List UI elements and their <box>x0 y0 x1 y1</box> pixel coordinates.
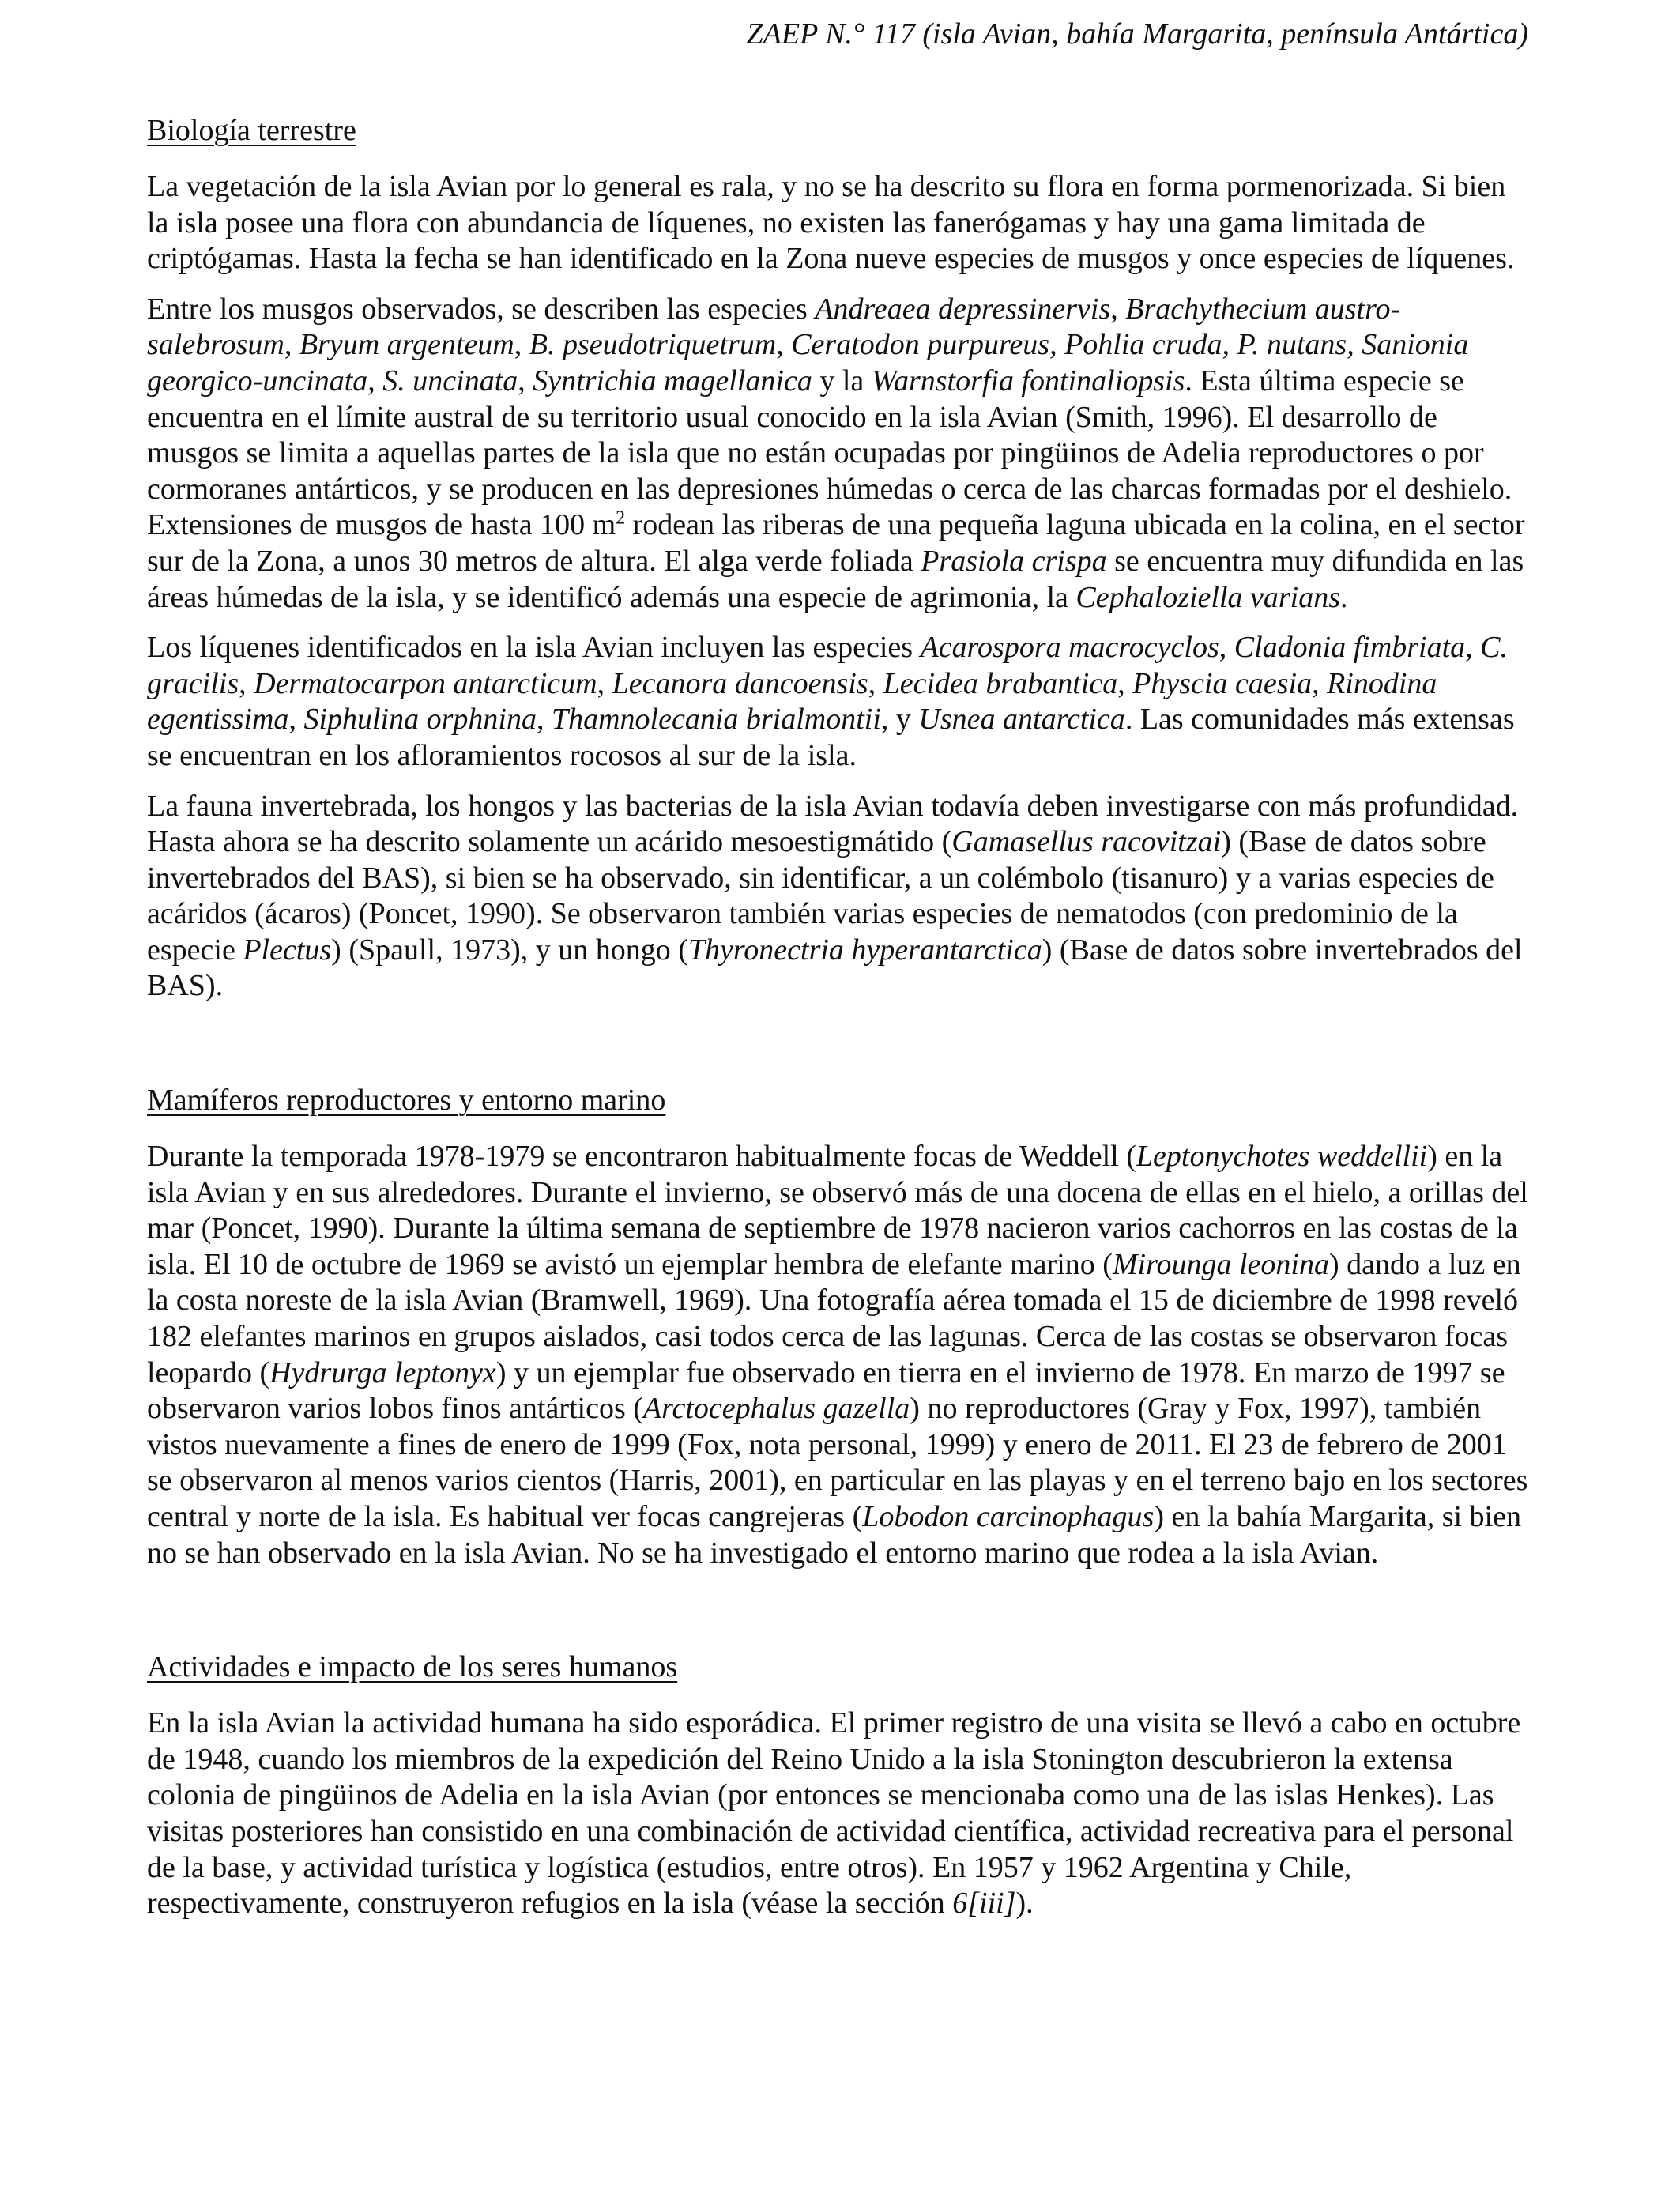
section <box>147 111 1535 1005</box>
text-run: . Esta última especie se encuentra en el límite austral de su territorio usual conocido en la isla Avian (Smith, 1996). El desarrollo de musgos se limita a aquellas partes de la isla que no están ocupadas por pingüinos de Adelia reproductores o por cormoranes antárticos, y se producen en las depresiones húmedas o cerca de las charcas formadas por el deshielo. Extensiones de musgos de hasta 100 m <box>147 364 1512 542</box>
text-run: , <box>536 703 552 737</box>
italic-text: Cephaloziella varians <box>1075 580 1341 614</box>
italic-text: Lecanora dancoensis <box>612 666 868 700</box>
section-spacer <box>147 1585 1535 1647</box>
text-run: Durante la temporada 1978-1979 se encontraron habitualmente focas de Weddell ( <box>147 1140 1136 1174</box>
paragraph <box>147 1139 1535 1571</box>
text-run: , <box>597 666 612 700</box>
text-run: , <box>514 328 529 362</box>
paragraph <box>147 292 1535 616</box>
italic-text: Siphulina orphnina <box>303 703 537 737</box>
paragraph <box>147 169 1535 277</box>
running-header: ZAEP N.° 117 (isla Avian, bahía Margarita, península Antártica) <box>746 17 1528 51</box>
italic-text: Mirounga leonina <box>1112 1247 1329 1281</box>
text-run: Entre los musgos observados, se describen las especies <box>147 292 816 326</box>
text-run: se encuentra muy difundida en las áreas húmedas de la isla, y se identificó además una especie de agrimonia, la <box>147 544 1524 614</box>
text-run: rodean las riberas de una pequeña laguna ubicada en la colina, en el sector sur de la Zona, a unos 30 metros de altura. El alga verde foliada <box>147 508 1525 578</box>
text-run: , <box>1117 666 1133 700</box>
text-run: . Las comunidades más extensas se encuentran en los afloramientos rocosos al sur de la isla. <box>147 703 1515 772</box>
italic-text: Cladonia fimbriata <box>1234 631 1466 665</box>
text-run: Los líquenes identificados en la isla Avian incluyen las especies <box>147 631 921 665</box>
italic-text: Leptonychotes weddellii <box>1136 1140 1428 1174</box>
section <box>147 1080 1535 1571</box>
text-run: , <box>288 703 304 737</box>
italic-text: Hydrurga leptonyx <box>269 1355 496 1389</box>
italic-text: Ceratodon purpureus, Pohlia cruda, P. nutans, Sanionia georgico-uncinata, S. uncinata <box>147 328 1469 398</box>
text-run: ) y un ejemplar fue observado en tierra en el invierno de 1978. En marzo de 1997 se observaron varios lobos finos antárticos ( <box>147 1355 1505 1426</box>
section-heading: Biología terrestre <box>147 114 356 147</box>
italic-text: Lobodon carcinophagus <box>862 1500 1155 1533</box>
section-spacer <box>147 1019 1535 1080</box>
text-run: ) (Base de datos sobre invertebrados del BAS), si bien se ha observado, sin identificar, a un colémbolo (tisanuro) y a varias especies de acáridos (ácaros) (Poncet, 1990). Se observaron también varias especies de nematodos (con predominio de la especie <box>147 825 1494 967</box>
text-run: ) (Spaull, 1973), y un hongo ( <box>331 933 688 967</box>
text-run: , <box>518 364 533 398</box>
italic-text: B. pseudotriquetrum <box>529 328 777 362</box>
italic-text: Plectus <box>243 933 332 967</box>
italic-text: Thamnolecania brialmontii <box>551 703 881 737</box>
italic-text: Andreaea depressinervis <box>815 292 1111 326</box>
italic-text: C. gracilis <box>147 631 1509 700</box>
text-run: ) en la bahía Margarita, si bien no se han observado en la isla Avian. No se ha investigado el entorno marino que rodea a la isla Avian. <box>147 1500 1521 1570</box>
italic-text: Gamasellus racovitzai <box>951 825 1222 859</box>
text-run: ) en la isla Avian y en sus alrededores. Durante el invierno, se observó más de una docena de ellas en el hielo, a orillas del mar (Poncet, 1990). Durante la última semana de septiembre de 1978 nacieron varios cachorros en las costas de la isla. El 10 de octubre de 1969 se avistó un ejemplar hembra de elefante marino ( <box>147 1140 1528 1281</box>
section <box>147 1647 1535 1922</box>
italic-text: Acarospora macrocyclos <box>920 631 1219 665</box>
text-run: La fauna invertebrada, los hongos y las bacterias de la isla Avian todavía deben investigarse con más profundidad. Hasta ahora se ha descrito solamente un acárido mesoestigmátido ( <box>147 789 1519 859</box>
document-body <box>147 111 1535 1936</box>
text-run: ) (Base de datos sobre invertebrados del BAS). <box>147 933 1523 1003</box>
italic-text: Prasiola crispa <box>921 544 1107 578</box>
text-run: ) dando a luz en la costa noreste de la isla Avian (Bramwell, 1969). Una fotografía aérea tomada el 15 de diciembre de 1998 reveló 182 elefantes marinos en grupos aislados, casi todos cerca de las lagunas. Cerca de las costas se observaron focas leopardo ( <box>147 1247 1521 1389</box>
text-run: La vegetación de la isla Avian por lo general es rala, y no se ha descrito su flora en forma pormenorizada. Si bien la isla posee una flora con abundancia de líquenes, no existen las fanerógamas y hay una gama limitada de criptógamas. Hasta la fecha se han identificado en la Zona nueve especies de musgos y once especies de líquenes. <box>147 170 1515 276</box>
paragraph <box>147 789 1535 1005</box>
paragraph <box>147 630 1535 774</box>
italic-text: Brachythecium austro-salebrosum <box>147 292 1401 362</box>
superscript-text: 2 <box>616 507 626 529</box>
section-heading: Mamíferos reproductores y entorno marino <box>147 1084 666 1118</box>
section-heading: Actividades e impacto de los seres humanos <box>147 1650 678 1684</box>
italic-text: Warnstorfia fontinaliopsis <box>871 364 1185 398</box>
text-run: , <box>868 666 883 700</box>
text-run: , <box>1110 292 1126 326</box>
text-run: ). <box>1015 1887 1034 1921</box>
italic-text: Rinodina egentissima <box>147 666 1437 737</box>
text-run: En la isla Avian la actividad humana ha sido esporádica. El primer registro de una visita se llevó a cabo en octubre de 1948, cuando los miembros de la expedición del Reino Unido a la isla Stonington descubrieron la extensa colonia de pingüinos de Adelia en la isla Avian (por entonces se mencionaba como una de las islas Henkes). Las visitas posteriores han consistido en una combinación de actividad científica, actividad recreativa para el personal de la base, y actividad turística y logística (estudios, entre otros). En 1957 y 1962 Argentina y Chile, respectivamente, construyeron refugios en la isla (véase la sección <box>147 1706 1521 1921</box>
text-run: , <box>284 328 299 362</box>
italic-text: Physcia caesia <box>1132 666 1313 700</box>
text-run: y la <box>812 364 872 398</box>
paragraph <box>147 1706 1535 1922</box>
text-run: . <box>1340 580 1348 614</box>
italic-text: 6[iii] <box>952 1887 1016 1921</box>
text-run: , <box>776 328 792 362</box>
text-run: , <box>1465 631 1481 665</box>
italic-text: Arctocephalus gazella <box>642 1392 910 1426</box>
italic-text: Usnea antarctica <box>918 703 1125 737</box>
italic-text: Dermatocarpon antarcticum <box>254 666 597 700</box>
italic-text: Thyronectria hyperantarctica <box>687 933 1042 967</box>
text-run: , <box>239 666 254 700</box>
text-run: , <box>1312 666 1328 700</box>
text-run: , y <box>880 703 919 737</box>
italic-text: Bryum argenteum <box>299 328 514 362</box>
text-run: , <box>1219 631 1234 665</box>
italic-text: Syntrichia magellanica <box>533 364 812 398</box>
text-run: ) no reproductores (Gray y Fox, 1997), también vistos nuevamente a fines de enero de 1999 (Fox, nota personal, 1999) y enero de 2011. El 23 de febrero de 2001 se observaron al menos varios cientos (Harris, 2001), en particular en las playas y en el terreno bajo en los sectores central y norte de la isla. Es habitual ver focas cangrejeras ( <box>147 1392 1528 1533</box>
italic-text: Lecidea brabantica <box>883 666 1118 700</box>
